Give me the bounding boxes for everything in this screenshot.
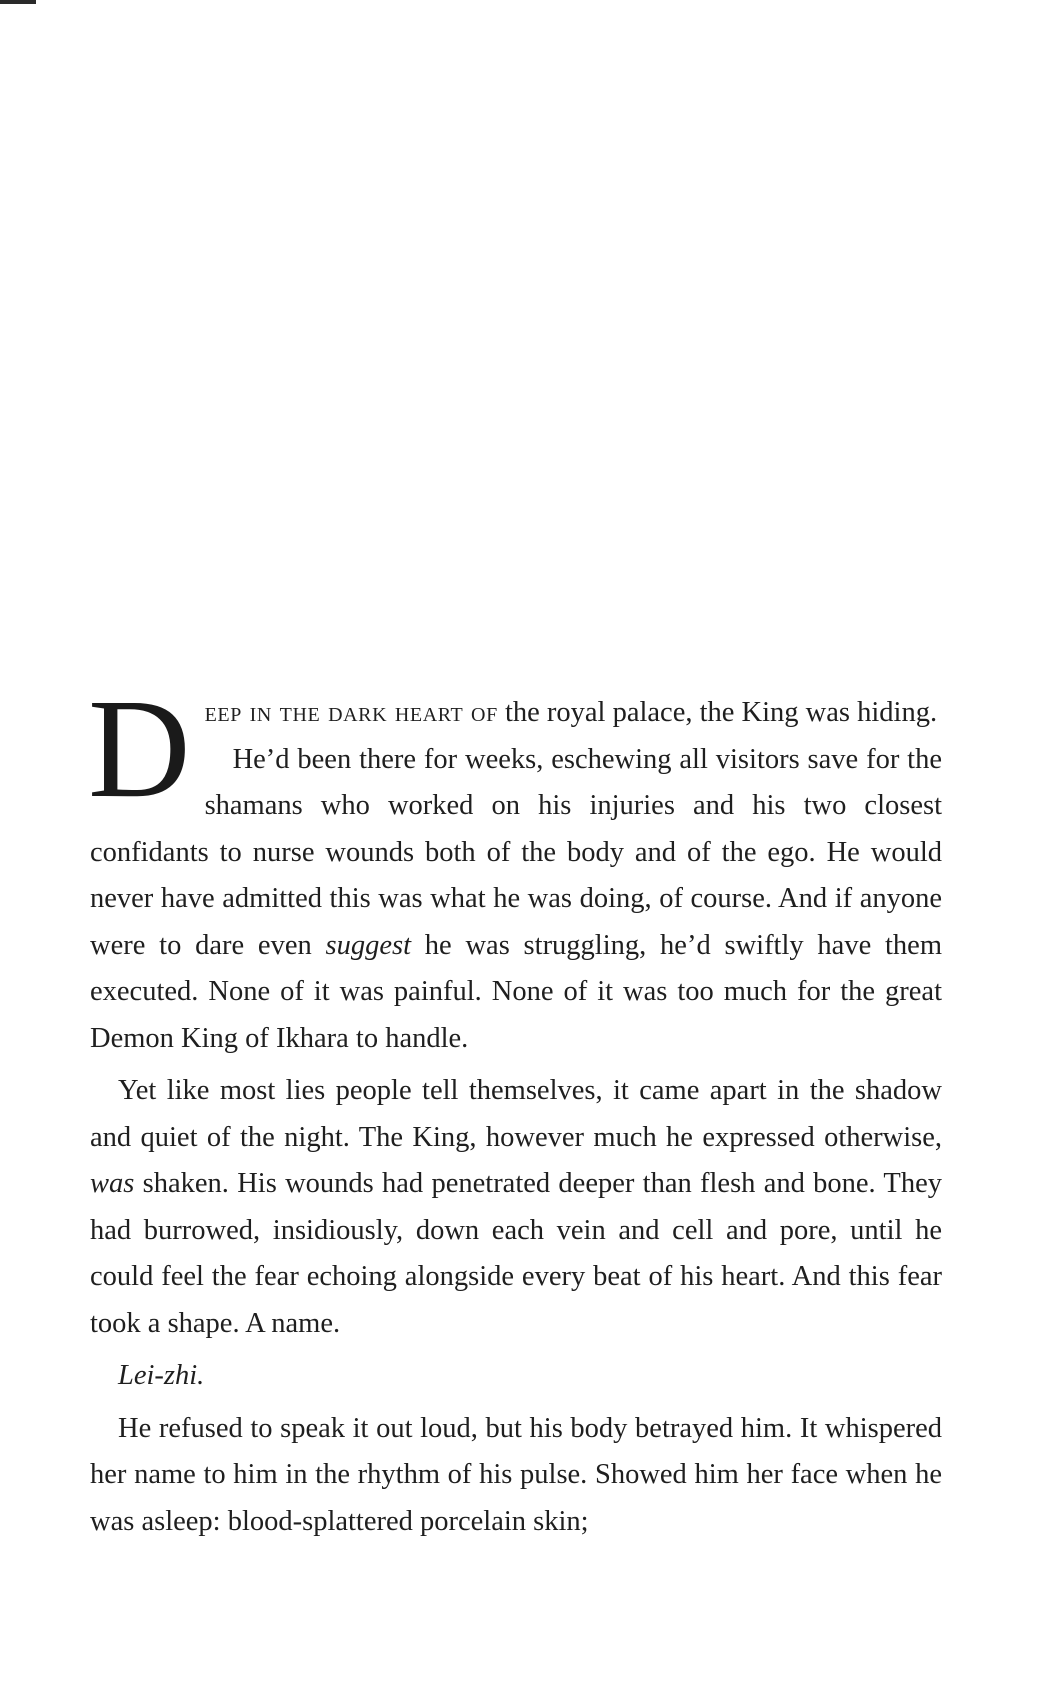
paragraph-3: [90, 1353, 942, 1400]
paragraph-1-text-b: he was struggling, he’d swiftly have them executed. None of it was painful. None of it was too much for the great Demon King of Ikhara to handle.: [90, 929, 942, 1054]
body-text: [88, 669, 942, 1545]
page-corner-mark: [0, 0, 36, 4]
paragraph-2-text-b: shaken. His wounds had penetrated deeper than flesh and bone. They had burrowed, insidiously, down each vein and cell and pore, until he could feel the fear echoing alongside every beat of his heart. And this fear took a shape. A name.: [90, 1168, 942, 1339]
paragraph-3-emphasis: Lei-zhi.: [118, 1360, 205, 1391]
lead-in-small-caps: eep in the dark heart of: [204, 697, 498, 728]
paragraph-2: [90, 1068, 942, 1347]
paragraph-2-emphasis: was: [90, 1168, 135, 1199]
paragraph-1-text-a: He’d been there for weeks, eschewing all visitors save for the shamans who worked on his injuries and his two closest confidants to nurse wounds both of the body and of the ego. He would never have admitted this was what he was doing, of course. And if anyone were to dare even: [90, 743, 942, 961]
paragraph-1-emphasis: suggest: [325, 929, 411, 961]
paragraph-4: [90, 1406, 942, 1546]
opening-paragraph: [88, 669, 942, 827]
lead-in-rest: the royal palace, the King was hiding.: [497, 697, 938, 728]
paragraph-2-text-a: Yet like most lies people tell themselves, it came apart in the shadow and quiet of the night. The King, however much he expressed otherwise,: [90, 1075, 942, 1153]
drop-cap: D: [88, 669, 191, 827]
paragraph-1: [90, 737, 942, 1063]
paragraph-4-text: He refused to speak it out loud, but his body betrayed him. It whispered her name to him in the rhythm of his pulse. Showed him her face when he was asleep: blood-splattered porcelain skin;: [90, 1412, 942, 1537]
